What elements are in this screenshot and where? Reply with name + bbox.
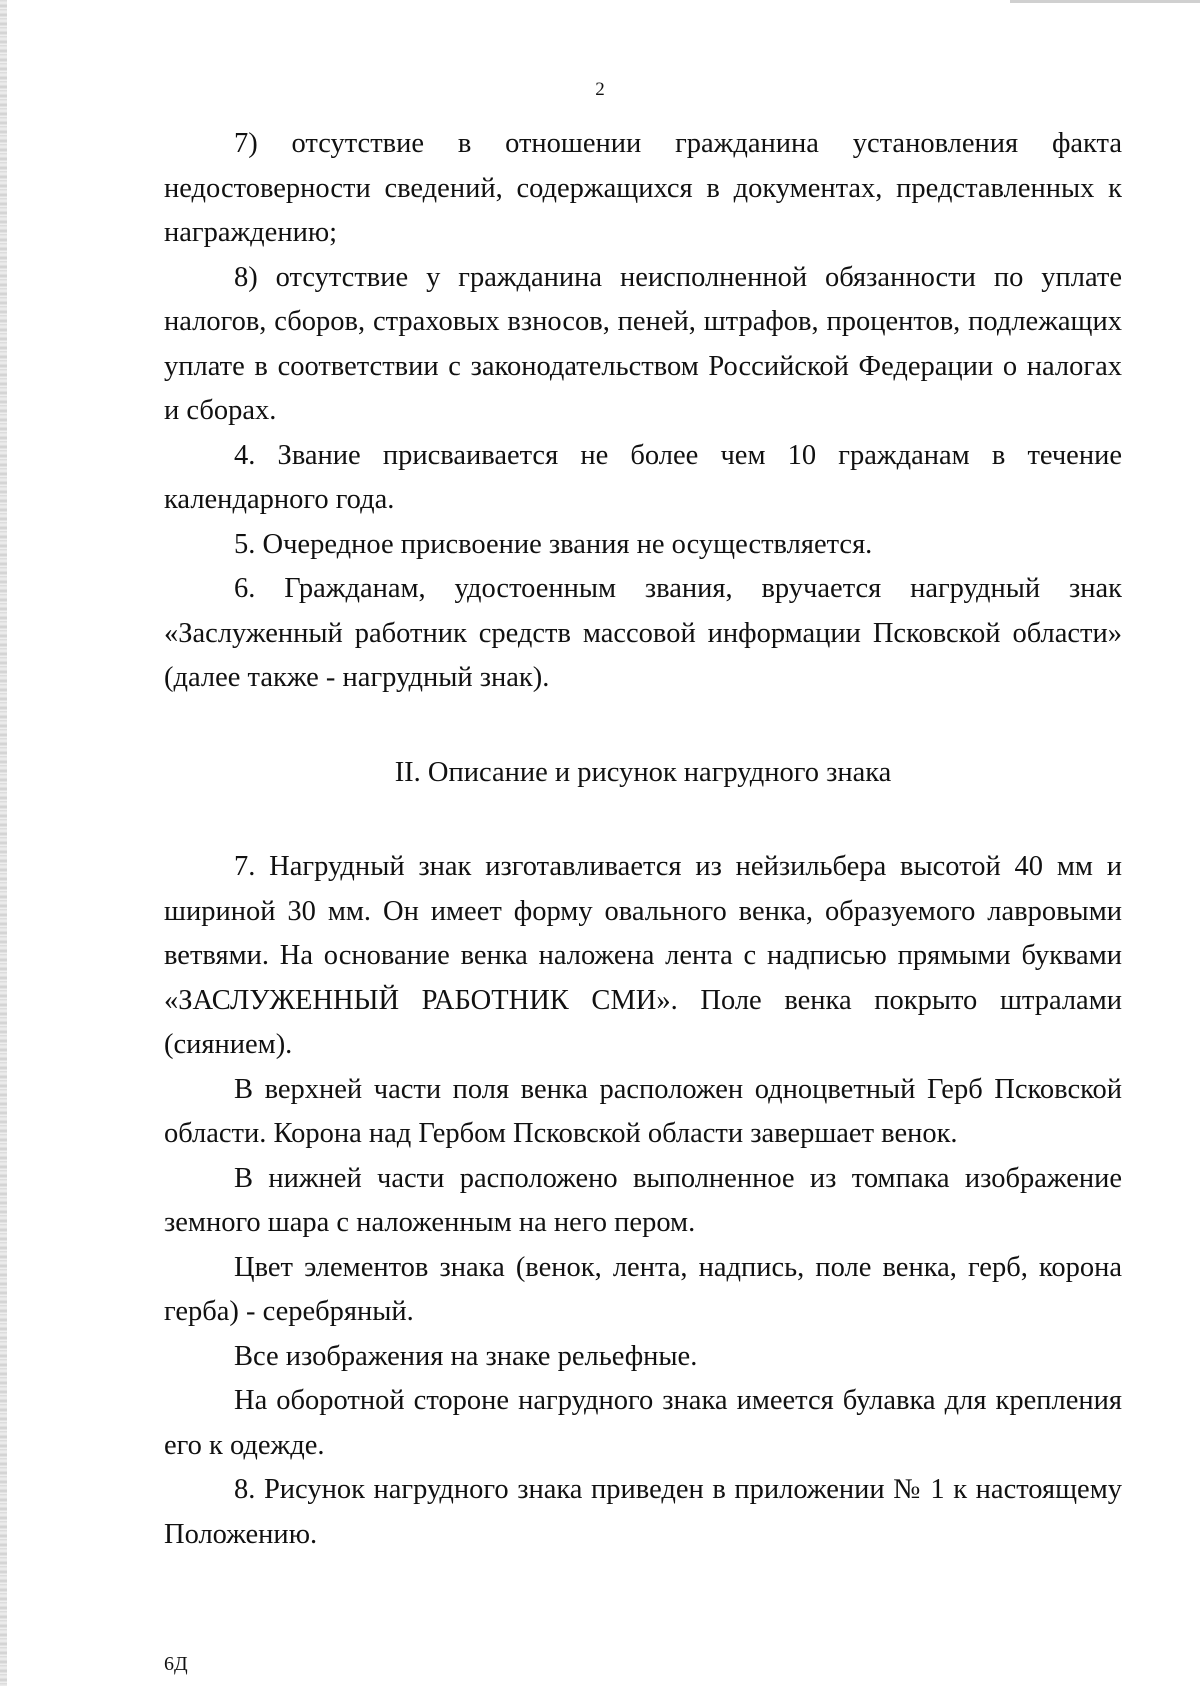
paragraph-color: Цвет элементов знака (венок, лента, надпись, поле венка, герб, корона герба) - серебряный. [164, 1251, 1122, 1327]
paragraph-clause-8: 8. Рисунок нагрудного знака приведен в приложении № 1 к настоящему Положению. [164, 1474, 1122, 1550]
paragraph-item-7: 7) отсутствие в отношении гражданина установления факта недостоверности сведений, содержащихся в документах, представленных к награждению; [164, 128, 1122, 248]
scan-edge-left [0, 0, 7, 1686]
paragraph-clause-7: 7. Нагрудный знак изготавливается из нейзильбера высотой 40 мм и шириной 30 мм. Он имеет форму овального венка, образуемого лавровыми ветвями. На основание венка наложена лента с надписью прямыми буквами «ЗАСЛУЖЕННЫЙ РАБОТНИК СМИ». Поле венка покрыто штралами (сиянием). [164, 851, 1122, 1060]
document-body [164, 122, 1122, 1557]
paragraph-clause-6: 6. Гражданам, удостоенным звания, вручается нагрудный знак «Заслуженный работник средств массовой информации Псковской области» (далее также - нагрудный знак). [164, 573, 1122, 693]
paragraph-globe: В нижней части расположено выполненное из томпака изображение земного шара с наложенным на него пером. [164, 1162, 1122, 1238]
paragraph-item-8: 8) отсутствие у гражданина неисполненной обязанности по уплате налогов, сборов, страховых взносов, пеней, штрафов, процентов, подлежащих уплате в соответствии с законодательством Российской Федерации о налогах и сборах. [164, 261, 1122, 426]
paragraph-pin: На оборотной стороне нагрудного знака имеется булавка для крепления его к одежде. [164, 1385, 1122, 1461]
paragraph-clause-4: 4. Звание присваивается не более чем 10 гражданам в течение календарного года. [164, 439, 1122, 515]
scan-edge-top [1010, 0, 1200, 3]
section-heading: II. Описание и рисунок нагрудного знака [394, 756, 892, 788]
paragraph-coat-of-arms: В верхней части поля венка расположен одноцветный Герб Псковской области. Корона над Гербом Псковской области завершает венок. [164, 1073, 1122, 1149]
paragraph-clause-5: 5. Очередное присвоение звания не осуществляется. [234, 528, 873, 560]
footer-code: 6Д [164, 1653, 188, 1675]
page-number: 2 [595, 79, 605, 100]
paragraph-relief: Все изображения на знаке рельефные. [234, 1340, 698, 1372]
